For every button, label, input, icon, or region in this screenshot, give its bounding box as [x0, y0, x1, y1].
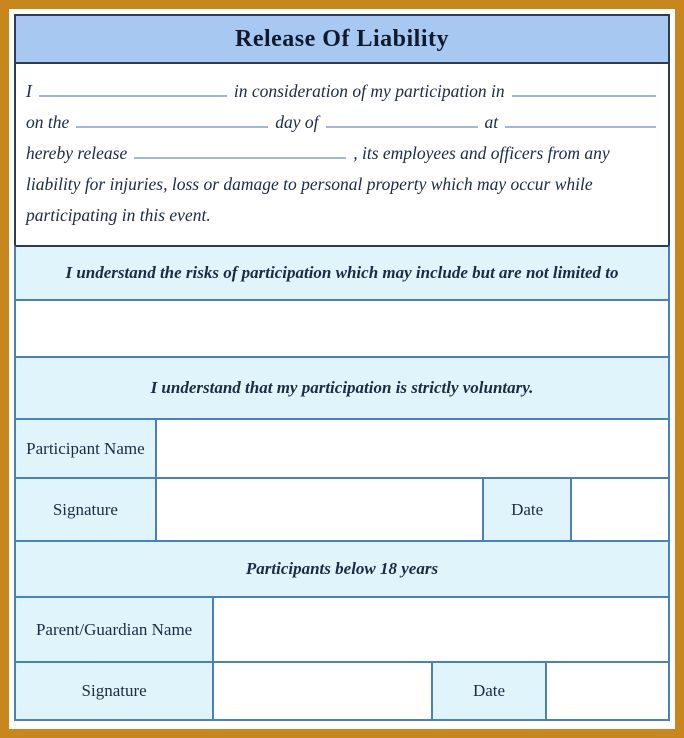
date-entry[interactable]: [572, 479, 668, 540]
voluntary-heading-band: [14, 356, 670, 420]
parent-signature-row: [14, 661, 670, 721]
statement-line3-pre: hereby release: [26, 143, 128, 163]
release-statement: [14, 62, 670, 247]
statement-line5-text: participating in this event.: [26, 205, 211, 225]
date-label: Date: [484, 479, 572, 540]
parent-signature-entry[interactable]: [214, 663, 432, 719]
form-title: Release Of Liability: [235, 25, 449, 52]
minors-heading-band: [14, 540, 670, 598]
statement-line4-text: liability for injuries, loss or damage to personal property which may occur while: [26, 174, 593, 194]
statement-line2-mid: day of: [275, 112, 319, 132]
event-blank[interactable]: [512, 82, 656, 97]
voluntary-heading: I understand that my participation is strictly voluntary.: [150, 378, 534, 397]
parent-guardian-name-label: Parent/Guardian Name: [16, 598, 214, 661]
day-blank[interactable]: [76, 113, 268, 128]
statement-line-5: [26, 205, 658, 236]
parent-date-label: Date: [433, 663, 548, 719]
statement-line2-mid2: at: [484, 112, 499, 132]
signature-entry[interactable]: [157, 479, 484, 540]
statement-line-1: [26, 81, 658, 112]
participant-name-blank[interactable]: [39, 82, 227, 97]
statement-line1-mid: in consideration of my participation in: [233, 81, 505, 101]
minors-heading: Participants below 18 years: [245, 559, 439, 578]
parent-signature-label: Signature: [16, 663, 214, 719]
participant-name-row: [14, 418, 670, 479]
statement-line-3: [26, 143, 658, 174]
parent-date-entry[interactable]: [547, 663, 668, 719]
signature-label: Signature: [16, 479, 157, 540]
release-of-liability-form: [14, 14, 670, 721]
statement-line3-post: , its employees and officers from any: [353, 143, 610, 163]
form-title-bar: [14, 14, 670, 64]
statement-line2-pre: on the: [26, 112, 70, 132]
statement-line-4: [26, 174, 658, 205]
location-blank[interactable]: [505, 113, 656, 128]
signature-row: [14, 477, 670, 542]
organization-blank[interactable]: [134, 144, 346, 159]
risks-entry-area[interactable]: [14, 299, 670, 358]
participant-name-label: Participant Name: [16, 420, 157, 477]
risks-heading-band: [14, 245, 670, 301]
parent-guardian-name-row: [14, 596, 670, 663]
month-blank[interactable]: [326, 113, 478, 128]
participant-name-entry[interactable]: [157, 420, 668, 477]
risks-heading: I understand the risks of participation which may include but are not limited to: [65, 263, 619, 282]
statement-line1-pre: I: [26, 81, 32, 101]
parent-guardian-name-entry[interactable]: [214, 598, 668, 661]
statement-line-2: [26, 112, 658, 143]
